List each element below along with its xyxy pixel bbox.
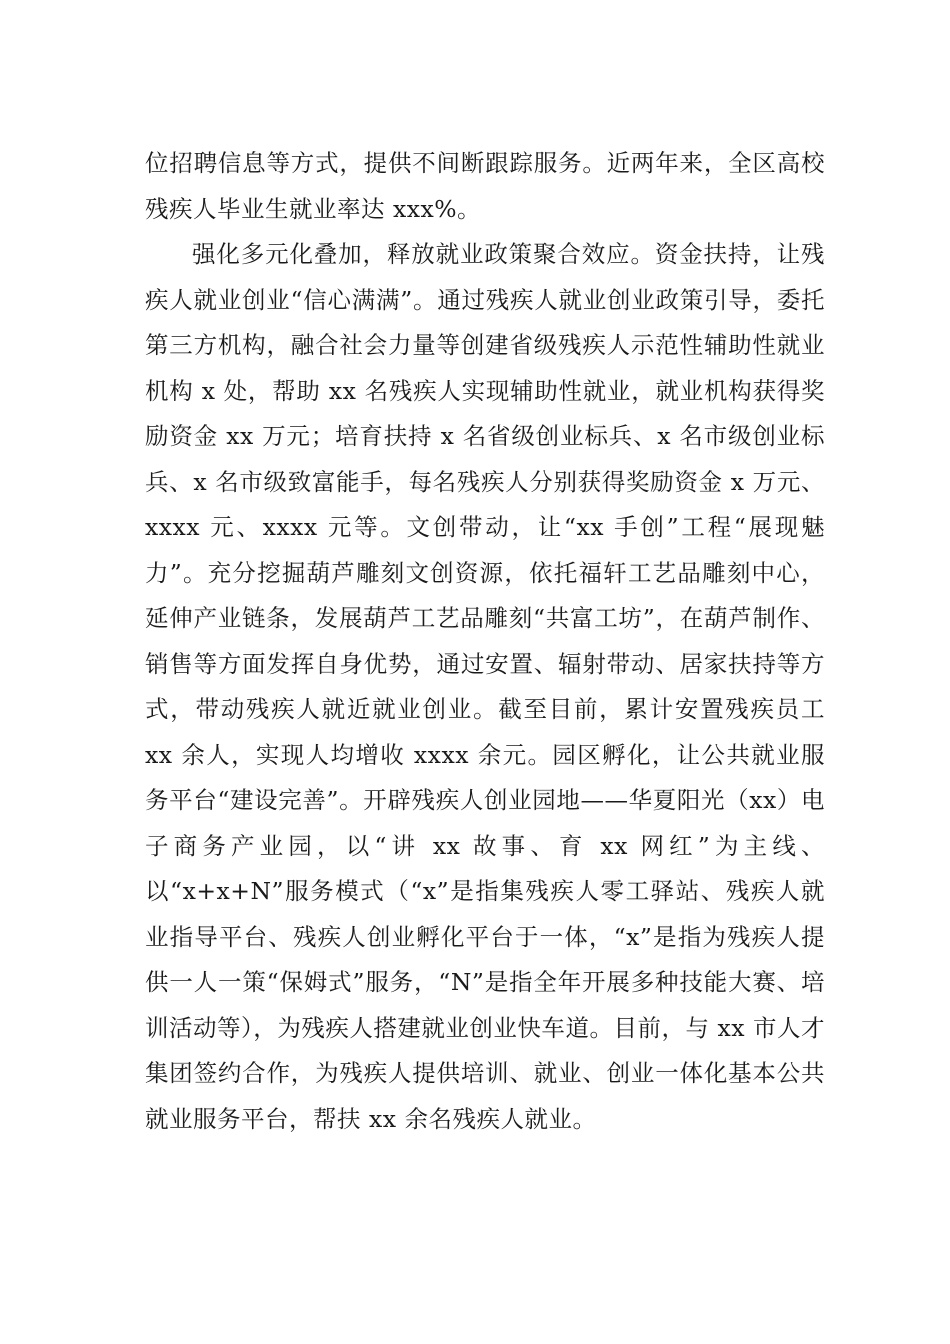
body-text [145,141,825,1142]
paragraph-continuation: 位招聘信息等方式，提供不间断跟踪服务。近两年来，全区高校残疾人毕业生就业率达 xxx%。 [145,149,825,223]
paragraph-employment-policy: 强化多元化叠加，释放就业政策聚合效应。资金扶持，让残疾人就业创业“信心满满”。通过残疾人就业创业政策引导，委托第三方机构，融合社会力量等创建省级残疾人示范性辅助性就业机构 x 处，帮助 xx 名残疾人实现辅助性就业，就业机构获得奖励资金 xx 万元；培育扶持 x 名省级创业标兵、x 名市级创业标兵、x 名市级致富能手，每名残疾人分别获得奖励资金 x 万元、xxxx 元、xxxx 元等。文创带动，让“xx 手创”工程“展现魅力”。充分挖掘葫芦雕刻文创资源，依托福轩工艺品雕刻中心，延伸产业链条，发展葫芦工艺品雕刻“共富工坊”，在葫芦制作、销售等方面发挥自身优势，通过安置、辐射带动、居家扶持等方式，带动残疾人就近就业创业。截至目前，累计安置残疾员工 xx 余人，实现人均增收 xxxx 余元。园区孵化，让公共就业服务平台“建设完善”。开辟残疾人创业园地——华夏阳光（xx）电子商务产业园，以“讲 xx 故事、育 xx 网红”为主线、以“x+x+N”服务模式（“x”是指集残疾人零工驿站、残疾人就业指导平台、残疾人创业孵化平台于一体，“x”是指为残疾人提供一人一策“保姆式”服务，“N”是指全年开展多种技能大赛、培训活动等），为残疾人搭建就业创业快车道。目前，与 xx 市人才集团签约合作，为残疾人提供培训、就业、创业一体化基本公共就业服务平台，帮扶 xx 余名残疾人就业。 [145,240,825,1133]
